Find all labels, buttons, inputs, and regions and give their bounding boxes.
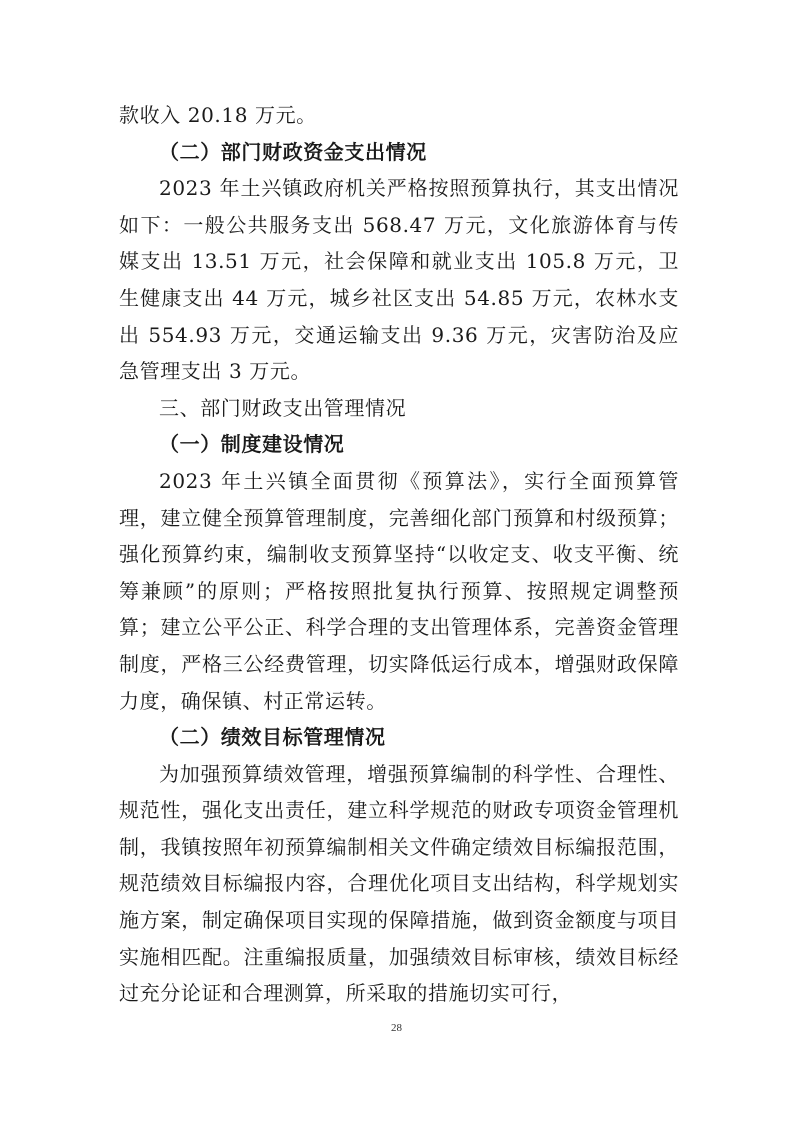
document-body (119, 97, 679, 1012)
paragraph-continuation: 款收入 20.18 万元。 (119, 103, 317, 127)
page-number: 28 (391, 1022, 402, 1034)
section-heading-expenditure-management: 三、部门财政支出管理情况 (159, 395, 407, 420)
paragraph-performance-goals: 为加强预算绩效管理，增强预算编制的科学性、合理性、规范性，强化支出责任，建立科学规范的财政专项资金管理机制，我镇按照年初预算编制相关文件确定绩效目标编报范围，规范绩效目标编报内容，合理优化项目支出结构，科学规划实施方案，制定确保项目实现的保障措施，做到资金额度与项目实施相匹配。注重编报质量，加强绩效目标审核，绩效目标经过充分论证和合理测算，所采取的措施切实可行， (119, 761, 679, 1006)
heading-department-expenditure: （二）部门财政资金支出情况 (159, 139, 427, 164)
paragraph-system-construction: 2023 年土兴镇全面贯彻《预算法》，实行全面预算管理，建立健全预算管理制度，完善细化部门预算和村级预算；强化预算约束，编制收支预算坚持“以收定支、收支平衡、统筹兼顾”的原则；严格按照批复执行预算、按照规定调整预算；建立公平公正、科学合理的支出管理体系，完善资金管理制度，严格三公经费管理，切实降低运行成本，增强财政保障力度，确保镇、村正常运转。 (119, 468, 679, 713)
paragraph-expenditure-details: 2023 年土兴镇政府机关严格按照预算执行，其支出情况如下：一般公共服务支出 568.47 万元，文化旅游体育与传媒支出 13.51 万元，社会保障和就业支出 105.8 万元，卫生健康支出 44 万元，城乡社区支出 54.85 万元，农林水支出 554.93 万元，交通运输支出 9.36 万元，灾害防治及应急管理支出 3 万元。 (119, 176, 679, 384)
heading-system-construction: （一）制度建设情况 (159, 432, 345, 457)
heading-performance-goals: （二）绩效目标管理情况 (159, 725, 386, 750)
